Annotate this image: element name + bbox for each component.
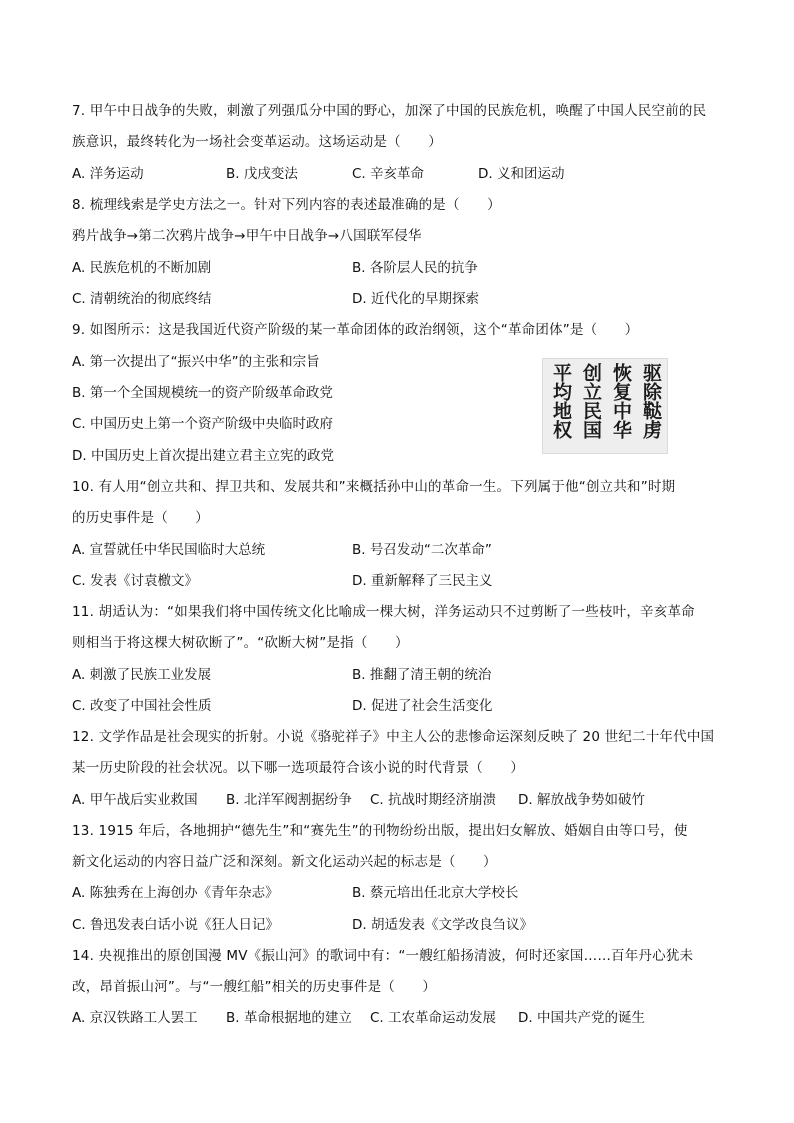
q11-option-c[interactable]: C. 改变了中国社会性质 <box>72 698 212 714</box>
q11-stem-line-2: 则相当于将这棵大树砍断了”。“砍断大树”是指（ ） <box>72 635 409 651</box>
q11-stem-line-1: 11. 胡适认为：“如果我们将中国传统文化比喻成一棵大树，洋务运动只不过剪断了一些枝叶，辛亥革命 <box>72 604 695 620</box>
q7-option-c[interactable]: C. 辛亥革命 <box>352 166 425 182</box>
q14-option-b[interactable]: B. 革命根据地的建立 <box>226 1010 352 1026</box>
q8-option-a[interactable]: A. 民族危机的不断加剧 <box>72 260 212 276</box>
q7-option-b[interactable]: B. 戊戌变法 <box>226 166 298 182</box>
q12-stem-line-1: 12. 文学作品是社会现实的折射。小说《骆驼祥子》中主人公的悲惨命运深刻反映了 20 世纪二十年代中国 <box>72 729 715 745</box>
q8-stem-line-1: 8. 梳理线索是学史方法之一。针对下列内容的表述最准确的是（ ） <box>72 197 501 213</box>
q14-option-d[interactable]: D. 中国共产党的诞生 <box>518 1010 645 1026</box>
q12-option-c[interactable]: C. 抗战时期经济崩溃 <box>370 792 497 808</box>
q9-option-c[interactable]: C. 中国历史上第一个资产阶级中央临时政府 <box>72 416 334 432</box>
q12-option-d[interactable]: D. 解放战争势如破竹 <box>518 792 645 808</box>
q7-stem-line-1: 7. 甲午中日战争的失败，刺激了列强瓜分中国的野心，加深了中国的民族危机，唤醒了中国人民空前的民 <box>72 103 707 119</box>
q10-option-a[interactable]: A. 宣誓就任中华民国临时大总统 <box>72 542 266 558</box>
seal-char: 创立民国 <box>580 363 602 439</box>
q9-option-d[interactable]: D. 中国历史上首次提出建立君主立宪的政党 <box>72 448 334 464</box>
q10-stem-line-1: 10. 有人用“创立共和、捍卫共和、发展共和”来概括孙中山的革命一生。下列属于他“创立共和”时期 <box>72 479 676 495</box>
seal-column-2 <box>609 363 633 439</box>
q11-option-d[interactable]: D. 促进了社会生活变化 <box>352 698 493 714</box>
seal-char: 平均地权 <box>550 363 572 439</box>
seal-column-4 <box>549 363 573 439</box>
q14-option-c[interactable]: C. 工农革命运动发展 <box>370 1010 497 1026</box>
q14-stem-line-2: 改，昂首振山河”。与“一艘红船”相关的历史事件是（ ） <box>72 979 437 995</box>
q8-option-c[interactable]: C. 清朝统治的彻底终结 <box>72 291 212 307</box>
program-calligraphy-image <box>542 358 668 454</box>
seal-char: 恢复中华 <box>610 363 632 439</box>
q10-option-b[interactable]: B. 号召发动“二次革命” <box>352 542 492 558</box>
q11-option-a[interactable]: A. 刺激了民族工业发展 <box>72 667 212 683</box>
q9-option-a[interactable]: A. 第一次提出了“振兴中华”的主张和宗旨 <box>72 354 320 370</box>
q14-option-a[interactable]: A. 京汉铁路工人罢工 <box>72 1010 198 1026</box>
q9-stem-line-1: 9. 如图所示：这是我国近代资产阶级的某一革命团体的政治纲领，这个“革命团体”是（ ） <box>72 322 639 338</box>
q13-option-b[interactable]: B. 蔡元培出任北京大学校长 <box>352 885 519 901</box>
q13-option-d[interactable]: D. 胡适发表《文学改良刍议》 <box>352 917 533 933</box>
q11-option-b[interactable]: B. 推翻了清王朝的统治 <box>352 667 492 683</box>
q10-option-c[interactable]: C. 发表《讨袁檄文》 <box>72 573 199 589</box>
q10-stem-line-2: 的历史事件是（ ） <box>72 510 209 526</box>
seal-column-1 <box>639 363 663 439</box>
q8-option-b[interactable]: B. 各阶层人民的抗争 <box>352 260 478 276</box>
q8-stem-line-2: 鸦片战争→第二次鸦片战争→甲午中日战争→八国联军侵华 <box>72 228 422 244</box>
q8-option-d[interactable]: D. 近代化的早期探索 <box>352 291 479 307</box>
q9-option-b[interactable]: B. 第一个全国规模统一的资产阶级革命政党 <box>72 385 333 401</box>
seal-column-3 <box>579 363 603 439</box>
q10-option-d[interactable]: D. 重新解释了三民主义 <box>352 573 493 589</box>
q12-option-a[interactable]: A. 甲午战后实业救国 <box>72 792 198 808</box>
q7-option-a[interactable]: A. 洋务运动 <box>72 166 144 182</box>
q13-option-c[interactable]: C. 鲁迅发表白话小说《狂人日记》 <box>72 917 280 933</box>
q12-option-b[interactable]: B. 北洋军阀割据纷争 <box>226 792 352 808</box>
q13-stem-line-1: 13. 1915 年后，各地拥护“德先生”和“赛先生”的刊物纷纷出版，提出妇女解放、婚姻自由等口号，使 <box>72 823 688 839</box>
q12-stem-line-2: 某一历史阶段的社会状况。以下哪一选项最符合该小说的时代背景（ ） <box>72 760 525 776</box>
q14-stem-line-1: 14. 央视推出的原创国漫 MV《振山河》的歌词中有：“一艘红船扬清波，何时还家国……百年丹心犹未 <box>72 948 694 964</box>
seal-char: 驱除鞑虏 <box>640 363 662 439</box>
q7-stem-line-2: 族意识，最终转化为一场社会变革运动。这场运动是（ ） <box>72 134 442 150</box>
q7-option-d[interactable]: D. 义和团运动 <box>478 166 565 182</box>
q13-stem-line-2: 新文化运动的内容日益广泛和深刻。新文化运动兴起的标志是（ ） <box>72 854 497 870</box>
q13-option-a[interactable]: A. 陈独秀在上海创办《青年杂志》 <box>72 885 279 901</box>
